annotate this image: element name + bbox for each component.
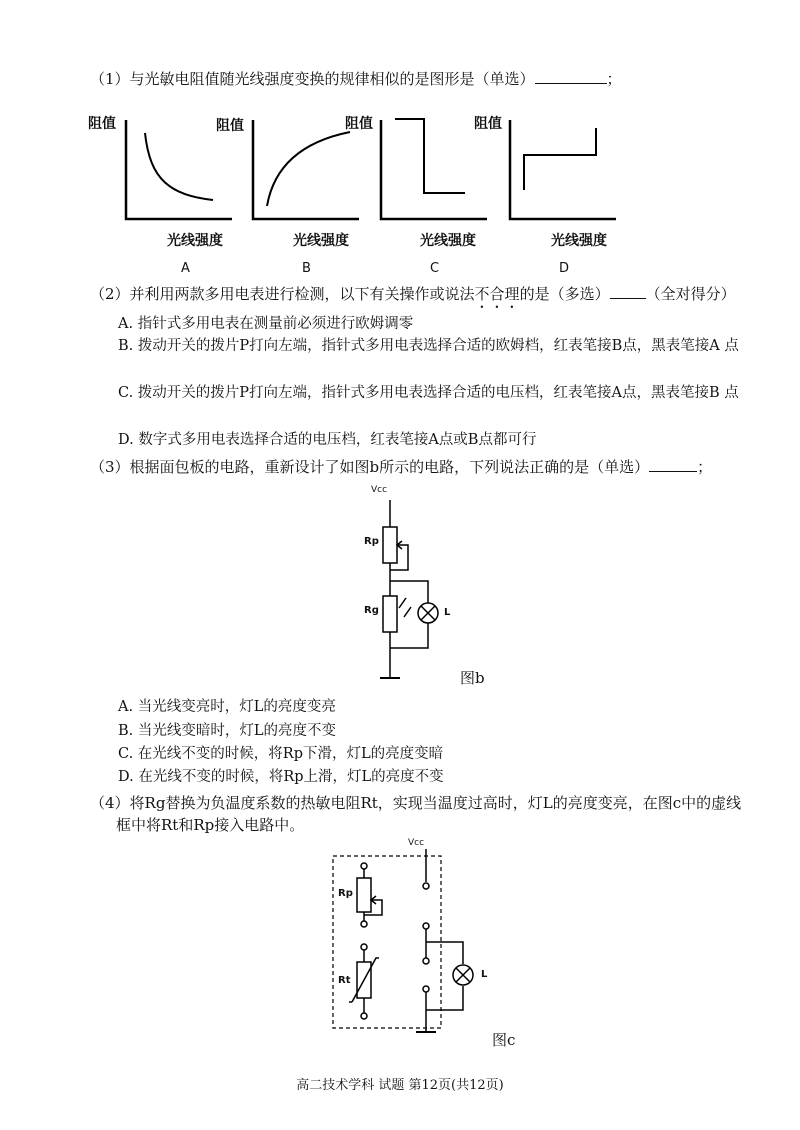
q2-option-b: B. 拨动开关的拨片P打向左端，指针式多用电表选择合适的欧姆档，红表笔接B点，黑表笔接A 点	[118, 338, 739, 354]
graph-a-letter: A	[181, 261, 190, 276]
graph-d-xlabel: 光线强度	[551, 233, 607, 249]
figure-b-caption: 图b	[460, 669, 485, 687]
rt-label-c: Rt	[338, 975, 351, 986]
q1-text: （1）与光敏电阻值随光线强度变换的规律相似的是图形是（单选）	[90, 70, 535, 88]
rp-label-b: Rp	[364, 536, 379, 547]
q2-stem: （2）并利用两款多用电表进行检测，以下有关操作或说法不合理的是（多选） （全对得分）	[90, 285, 736, 303]
vcc-label-b: Vcc	[371, 485, 388, 495]
q2-option-d: D. 数字式多用电表选择合适的电压档，红表笔接A点或B点都可行	[118, 432, 537, 448]
graph-a-xlabel: 光线强度	[167, 233, 223, 249]
q2-emphasis: 不合理	[474, 285, 520, 303]
page-footer: 高二技术学科 试题 第12页(共12页)	[296, 1078, 504, 1093]
rg-label-b: Rg	[364, 605, 379, 616]
graph-d-letter: D	[559, 261, 570, 276]
q1-stem: （1）与光敏电阻值随光线强度变换的规律相似的是图形是（单选） ；	[90, 70, 622, 88]
q2-option-a: A. 指针式多用电表在测量前必须进行欧姆调零	[118, 316, 414, 332]
q3-option-d: D. 在光线不变的时候，将Rp上滑，灯L的亮度不变	[118, 769, 444, 785]
graph-b-letter: B	[302, 261, 311, 276]
lamp-label-b: L	[444, 607, 451, 618]
q4-text: （4）将Rg替换为负温度系数的热敏电阻Rt，实现当温度过高时，灯L的亮度变亮，在图c中的虚线框中将Rt和Rp接入电路中。	[90, 794, 742, 834]
lamp-label-c: L	[481, 969, 488, 980]
graph-c-letter: C	[430, 261, 440, 276]
q3-option-a: A. 当光线变亮时，灯L的亮度变亮	[118, 699, 336, 715]
q3-stem: （3）根据面包板的电路，重新设计了如图b所示的电路，下列说法正确的是（单选） ；	[90, 458, 713, 476]
vcc-label-c: Vcc	[408, 838, 425, 848]
q3-option-b: B. 当光线变暗时，灯L的亮度不变	[118, 723, 337, 739]
graph-d-ylabel: 阻值	[474, 116, 502, 132]
figure-c-caption: 图c	[492, 1031, 516, 1049]
graph-b-ylabel: 阻值	[216, 118, 244, 134]
q3-option-c: C. 在光线不变的时候，将Rp下滑，灯L的亮度变暗	[118, 746, 444, 762]
q3-text: （3）根据面包板的电路，重新设计了如图b所示的电路，下列说法正确的是（单选）	[90, 458, 650, 476]
rp-label-c: Rp	[338, 888, 353, 899]
graph-a-ylabel: 阻值	[88, 116, 116, 132]
q2-option-c: C. 拨动开关的拨片P打向左端，指针式多用电表选择合适的电压档，红表笔接A点，黑表笔接B 点	[118, 385, 739, 401]
graph-b-xlabel: 光线强度	[293, 233, 349, 249]
graph-c-xlabel: 光线强度	[420, 233, 476, 249]
rp-resistor-c	[357, 878, 371, 912]
graph-c-ylabel: 阻值	[345, 116, 373, 132]
